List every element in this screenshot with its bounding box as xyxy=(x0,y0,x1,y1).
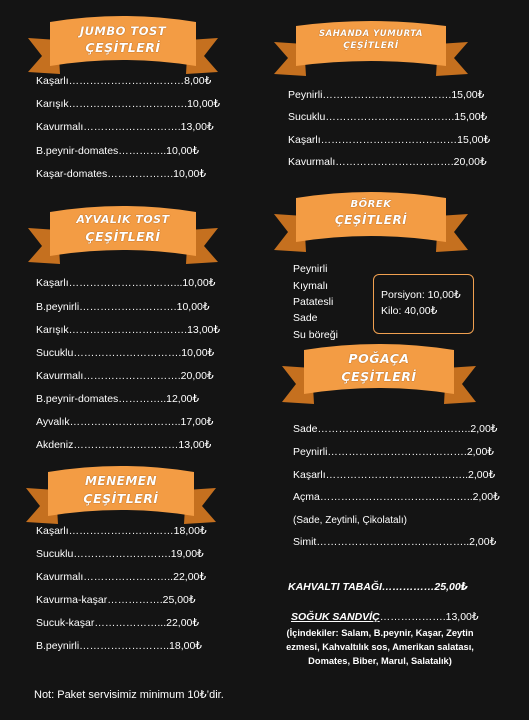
list-item: Karışık…………………………….13,00₺ xyxy=(36,324,221,336)
sandvic-description xyxy=(282,626,478,668)
list-item: Kaşarlı…………………………………15,00₺ xyxy=(288,134,491,146)
list-item: Sucuk-kaşar………………...22,00₺ xyxy=(36,617,200,629)
list-item: Kavurmalı……………………….20,00₺ xyxy=(36,370,214,382)
sandvic-desc-line3: Domates, Biber, Marul, Salatalık) xyxy=(308,656,452,666)
list-item: Peynirli……………………………….15,00₺ xyxy=(288,89,485,101)
soguk-sandvic-row xyxy=(291,611,479,623)
sahanda-banner xyxy=(274,20,468,76)
sandvic-desc-line2: ezmesi, Kahvaltılık sos, Amerikan salatası, xyxy=(286,642,474,652)
kahvalti-tabagi: KAHVALTI TABAĞI……………25,00₺ xyxy=(288,581,468,593)
list-item: B.peynirli……………………….10,00₺ xyxy=(36,301,210,313)
list-item: Sade……………………………………..2,00₺ xyxy=(293,423,498,435)
ayvalik-tost-banner xyxy=(28,206,218,264)
list-item: Ayvalık…………………………..17,00₺ xyxy=(36,416,214,428)
list-item: Sucuklu………………………….10,00₺ xyxy=(36,347,215,359)
list-item: Akdeniz…………………………13,00₺ xyxy=(36,439,212,451)
jumbo-tost-banner xyxy=(28,16,218,74)
acma-note: (Sade, Zeytinli, Çikolatalı) xyxy=(293,515,407,526)
list-item: Sucuklu……………………….19,00₺ xyxy=(36,548,204,560)
list-item: Kaşarlı…………………………18,00₺ xyxy=(36,525,207,537)
list-item: B.peynir-domates…………..10,00₺ xyxy=(36,145,200,157)
menemen-title-line2: ÇEŞİTLERİ xyxy=(83,491,159,506)
porsiyon-price: Porsiyon: 10,00₺ xyxy=(381,289,461,301)
list-item: Kavurmalı……………………..22,00₺ xyxy=(36,571,207,583)
list-item: Kıymalı xyxy=(293,280,329,292)
pogaca-title-line2: ÇEŞİTLERİ xyxy=(341,369,417,384)
pogaca-title-line1: POĞAÇA xyxy=(348,351,410,366)
borek-title-line1: BÖREK xyxy=(350,199,392,210)
list-item: Kaşarlı…………………………………..2,00₺ xyxy=(293,469,496,481)
list-item: Peynirli xyxy=(293,263,328,275)
menemen-title-line1: MENEMEN xyxy=(84,474,158,488)
sandvic-desc-line1: (İçindekiler: Salam, B.peynir, Kaşar, Zeytin xyxy=(286,628,474,638)
borek-title-line2: ÇEŞİTLERİ xyxy=(334,213,408,227)
list-item: Peynirli………………………………….2,00₺ xyxy=(293,446,494,458)
list-item: Su böreği xyxy=(293,329,338,341)
list-item: Sucuklu……………………………….15,00₺ xyxy=(288,111,488,123)
list-item: Karışık…………………………….10,00₺ xyxy=(36,98,221,110)
jumbo-title-line2: ÇEŞİTLERİ xyxy=(85,40,161,55)
sahanda-title-line2: ÇEŞİTLERİ xyxy=(343,41,399,51)
list-item: Simit……………………………………..2,00₺ xyxy=(293,536,497,548)
list-item: Açma……………………………………..2,00₺ xyxy=(293,491,500,503)
borek-banner xyxy=(274,192,468,252)
list-item: Kaşar-domates……………….10,00₺ xyxy=(36,168,207,180)
delivery-note: Not: Paket servisimiz minimum 10₺’dir. xyxy=(34,689,224,701)
list-item: Kavurmalı…………………………….20,00₺ xyxy=(288,156,487,168)
borek-price-box xyxy=(373,274,474,334)
list-item: Kavurmalı……………………….13,00₺ xyxy=(36,121,214,133)
pogaca-banner xyxy=(282,344,476,404)
kilo-price: Kilo: 40,00₺ xyxy=(381,305,438,317)
list-item: Patatesli xyxy=(293,296,334,308)
list-item: B.peynirli……………………..18,00₺ xyxy=(36,640,202,652)
jumbo-title-line1: JUMBO TOST xyxy=(79,24,167,38)
sahanda-title-line1: SAHANDA YUMURTA xyxy=(319,29,423,39)
menemen-banner xyxy=(26,466,216,524)
list-item: Kaşarlı……………………………8,00₺ xyxy=(36,75,212,87)
ayvalik-title-line1: AYVALIK TOST xyxy=(76,213,170,226)
list-item: Kavurma-kaşar…………….25,00₺ xyxy=(36,594,196,606)
list-item: Kaşarlı…………………………...10,00₺ xyxy=(36,277,216,289)
ayvalik-title-line2: ÇEŞİTLERİ xyxy=(85,229,161,244)
list-item: B.peynir-domates…………..12,00₺ xyxy=(36,393,200,405)
sandvic-name: SOĞUK SANDVİÇ xyxy=(291,611,380,623)
sandvic-price: ……………….13,00₺ xyxy=(379,611,479,623)
list-item: Sade xyxy=(293,312,318,324)
